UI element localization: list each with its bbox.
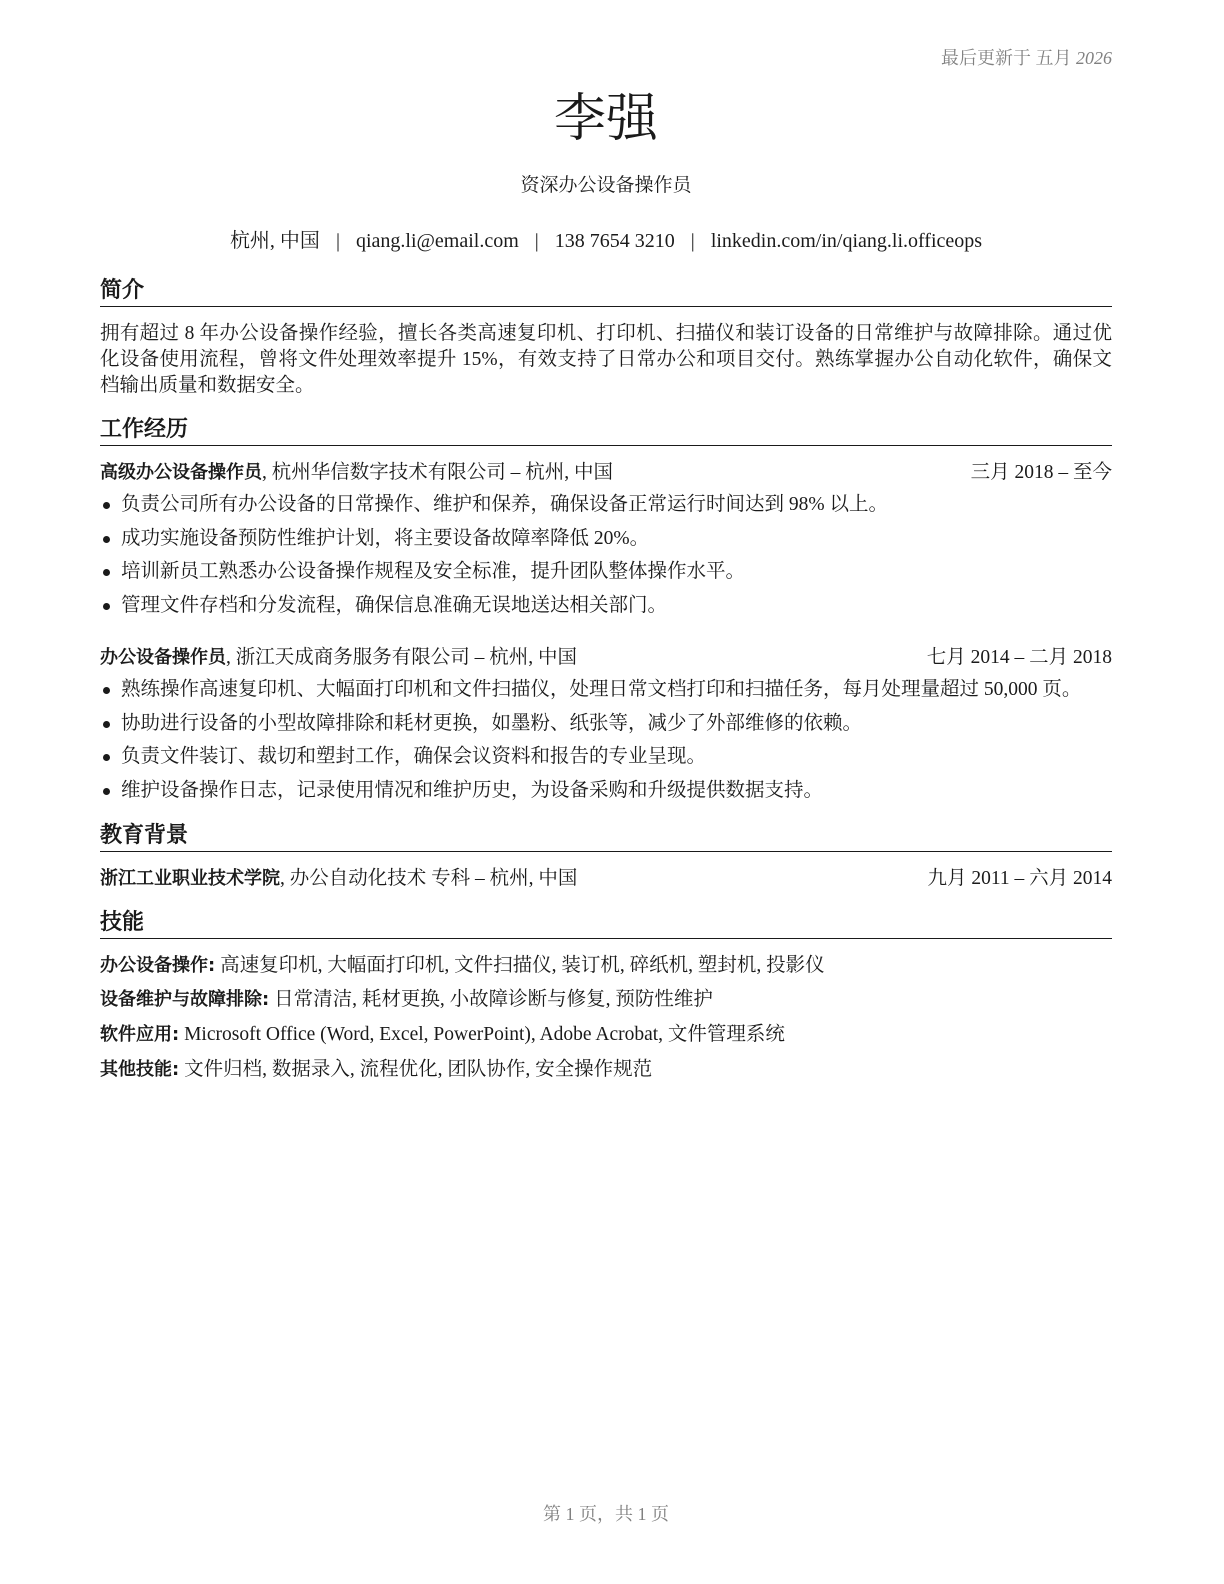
skill-value: 高速复印机, 大幅面打印机, 文件扫描仪, 装订机, 碎纸机, 塑封机, 投影仪 [215,955,825,976]
contact-email[interactable]: qiang.li@email.com [355,230,519,252]
skill-label: 办公设备操作: [100,955,216,976]
skill-label: 设备维护与故障排除: [100,989,270,1010]
education-detail: , 办公自动化技术 专科 – 杭州, 中国 [280,868,578,889]
job-org: , 浙江天成商务服务有限公司 – 杭州, 中国 [226,647,578,668]
education-school: 浙江工业职业技术学院 [100,868,280,889]
candidate-name: 李强 [553,89,658,149]
contact-separator: | [534,230,539,252]
job-org: , 杭州华信数字技术有限公司 – 杭州, 中国 [262,462,614,483]
skill-value: 日常清洁, 耗材更换, 小故障诊断与修复, 预防性维护 [269,989,713,1010]
resume-page [100,0,1112,1584]
summary-heading: 简介 [100,277,1112,307]
job-entry-header [100,645,1112,671]
skill-row [100,1022,1112,1048]
skill-row [100,987,1112,1013]
contact-separator: | [335,230,340,252]
page-number: 第 1 页，共 1 页 [543,1504,669,1524]
contact-line [100,224,1112,253]
job-role: 办公设备操作员 [100,647,226,668]
job-bullet: 协助进行设备的小型故障排除和耗材更换，如墨粉、纸张等，减少了外部维修的依赖。 [100,711,1112,745]
job-bullet: 维护设备操作日志，记录使用情况和维护历史，为设备采购和升级提供数据支持。 [100,778,1112,812]
last-updated-prefix: 最后更新于 五月 [941,48,1072,68]
skill-value: 文件归档, 数据录入, 流程优化, 团队协作, 安全操作规范 [179,1059,653,1080]
contact-location: 杭州, 中国 [229,230,320,252]
job-date: 七月 2014 – 二月 2018 [926,647,1112,668]
last-updated [941,44,1112,70]
job-bullet: 培训新员工熟悉办公设备操作规程及安全标准，提升团队整体操作水平。 [100,559,1112,593]
skill-label: 软件应用: [100,1024,180,1045]
last-updated-year: 2026 [1076,48,1112,68]
skill-row [100,953,1112,979]
skill-value: Microsoft Office (Word, Excel, PowerPoint), Adobe Acrobat, 文件管理系统 [179,1024,785,1045]
contact-separator: | [690,230,695,252]
job-bullet: 成功实施设备预防性维护计划，将主要设备故障率降低 20%。 [100,526,1112,560]
job-entry-header [100,460,1112,486]
experience-heading: 工作经历 [100,416,1112,446]
summary-text: 拥有超过 8 年办公设备操作经验，擅长各类高速复印机、打印机、扫描仪和装订设备的日常维护与故障排除。通过优化设备使用流程，曾将文件处理效率提升 15%，有效支持了日常办公和项目交付。熟练掌握办公自动化软件，确保文档输出质量和数据安全。 [100,323,1112,396]
skill-label: 其他技能: [100,1059,180,1080]
job-bullet: 管理文件存档和分发流程，确保信息准确无误地送达相关部门。 [100,593,1112,627]
job-role: 高级办公设备操作员 [100,462,262,483]
job-bullet: 负责公司所有办公设备的日常操作、维护和保养，确保设备正常运行时间达到 98% 以上。 [100,492,1112,526]
candidate-title: 资深办公设备操作员 [520,175,692,196]
job-bullets [100,677,1112,811]
job-date: 三月 2018 – 至今 [970,462,1112,483]
contact-linkedin[interactable]: linkedin.com/in/qiang.li.officeops [710,230,983,252]
skill-row [100,1057,1112,1083]
job-bullet: 熟练操作高速复印机、大幅面打印机和文件扫描仪，处理日常文档打印和扫描任务，每月处理量超过 50,000 页。 [100,677,1112,711]
education-entry [100,866,1112,892]
education-date: 九月 2011 – 六月 2014 [927,868,1112,889]
job-bullet: 负责文件装订、裁切和塑封工作，确保会议资料和报告的专业呈现。 [100,744,1112,778]
education-heading: 教育背景 [100,822,1112,852]
contact-phone: 138 7654 3210 [554,230,675,252]
job-bullets [100,492,1112,626]
skills-heading: 技能 [100,909,1112,939]
